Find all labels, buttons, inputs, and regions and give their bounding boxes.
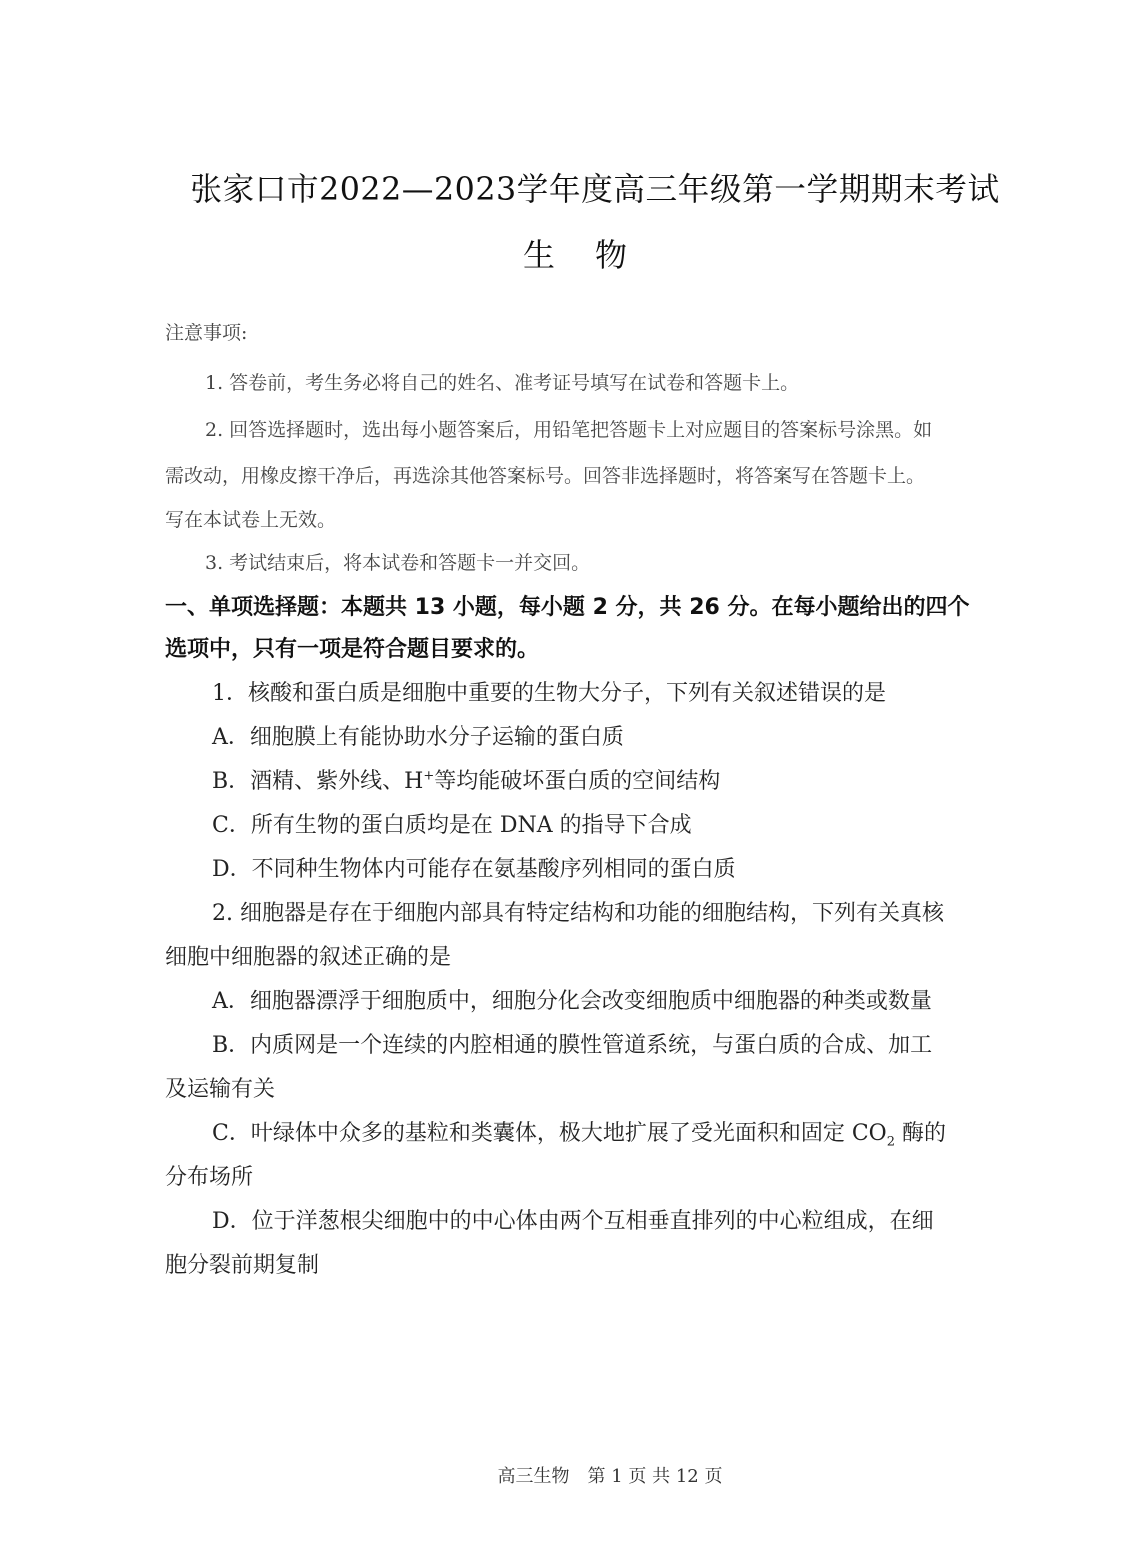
section-heading-line-2: 选项中，只有一项是符合题目要求的。 [165, 637, 540, 662]
question-2-stem-line-1: 2. 细胞器是存在于细胞内部具有特定结构和功能的细胞结构，下列有关真核 [212, 901, 944, 926]
exam-title: 张家口市2022—2023学年度高三年级第一学期期末考试 [190, 172, 1000, 208]
question-2-option-c-line-2: 分布场所 [165, 1165, 254, 1190]
notes-heading: 注意事项: [165, 322, 248, 344]
section-heading-line-1: 一、单项选择题：本题共 13 小题，每小题 2 分，共 26 分。在每小题给出的四个 [165, 595, 970, 620]
question-2-option-b-line-2: 及运输有关 [165, 1077, 276, 1102]
question-2-stem-line-2: 细胞中细胞器的叙述正确的是 [165, 945, 452, 970]
exam-subject: 生物 [522, 236, 667, 274]
page-footer: 高三生物 第 1 页 共 12 页 [497, 1466, 723, 1487]
question-2-option-d-line-1: D．位于洋葱根尖细胞中的中心体由两个互相垂直排列的中心粒组成，在细 [212, 1209, 934, 1234]
question-1-option-c: C．所有生物的蛋白质均是在 DNA 的指导下合成 [212, 813, 692, 838]
question-1-option-a: A．细胞膜上有能协助水分子运输的蛋白质 [212, 725, 624, 750]
note-item: 3. 考试结束后，将本试卷和答题卡一并交回。 [205, 552, 591, 574]
question-2-option-a: A．细胞器漂浮于细胞质中，细胞分化会改变细胞质中细胞器的种类或数量 [212, 989, 932, 1014]
question-1-stem: 1．核酸和蛋白质是细胞中重要的生物大分子，下列有关叙述错误的是 [212, 681, 886, 706]
note-item: 2. 回答选择题时，选出每小题答案后，用铅笔把答题卡上对应题目的答案标号涂黑。如 [205, 419, 933, 441]
question-2-option-d-line-2: 胞分裂前期复制 [165, 1253, 320, 1278]
question-1-option-b: B．酒精、紫外线、H+等均能破坏蛋白质的空间结构 [212, 768, 721, 794]
note-item: 1. 答卷前，考生务必将自己的姓名、准考证号填写在试卷和答题卡上。 [205, 372, 800, 394]
question-2-option-c-line-1: C．叶绿体中众多的基粒和类囊体，极大地扩展了受光面积和固定 $CO_2$ 酶的 [212, 1121, 946, 1150]
note-item: 需改动，用橡皮擦干净后，再选涂其他答案标号。回答非选择题时，将答案写在答题卡上。 [165, 465, 926, 487]
note-item: 写在本试卷上无效。 [165, 509, 337, 531]
question-2-option-b-line-1: B．内质网是一个连续的内腔相通的膜性管道系统，与蛋白质的合成、加工 [212, 1033, 933, 1058]
question-1-option-d: D．不同种生物体内可能存在氨基酸序列相同的蛋白质 [212, 857, 736, 882]
